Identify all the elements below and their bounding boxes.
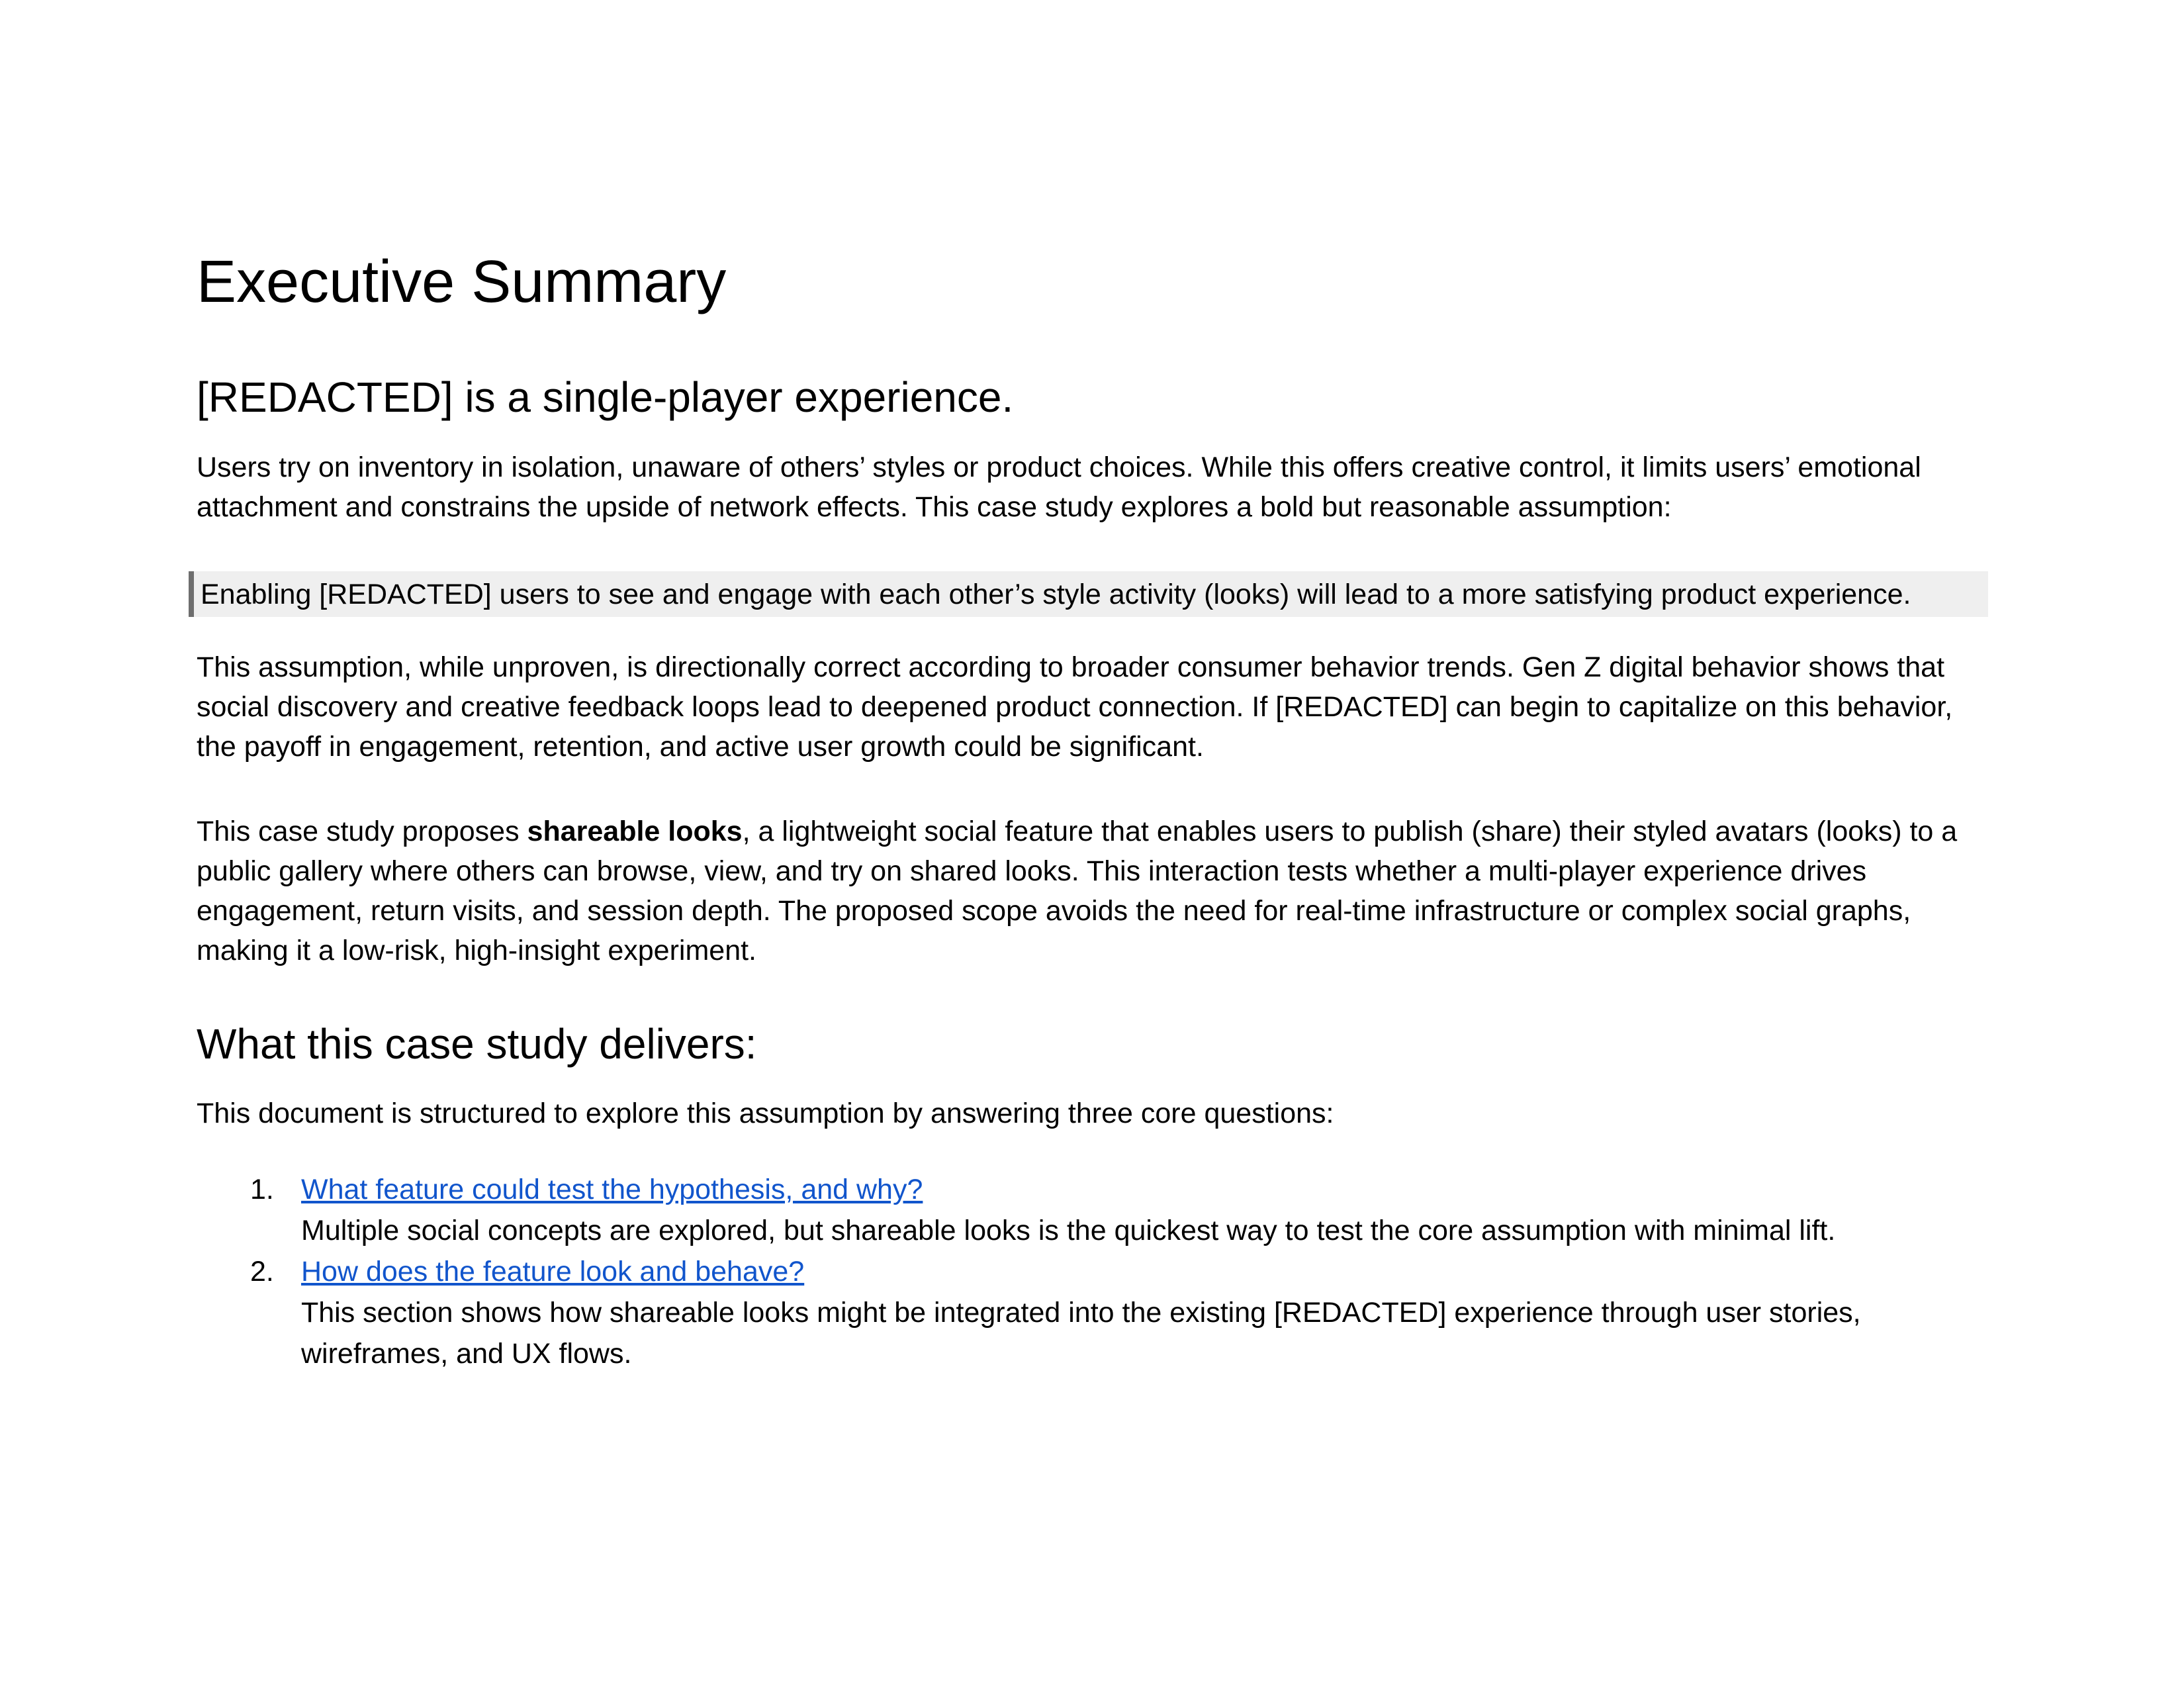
structure-paragraph: This document is structured to explore this assumption by answering three core questions: <box>197 1098 1334 1129</box>
list-item-1-number: 1. <box>250 1174 274 1205</box>
assumption-callout <box>189 571 1988 617</box>
heading-deliverables: What this case study delivers: <box>197 1020 757 1068</box>
intro-paragraph: Users try on inventory in isolation, unaware of others’ styles or product choices. While this offers creative control, it limits users’ emotional attachment and constrains the upside of network effects. This case study explores a bold but reasonable assumption: <box>197 451 1921 523</box>
question-2-link[interactable]: How does the feature look and behave? <box>301 1256 805 1288</box>
list-item-2-number: 2. <box>250 1256 274 1288</box>
proposal-bold-term: shareable looks <box>527 816 743 847</box>
list-item-question-2 <box>250 1251 1988 1374</box>
proposal-text-before: This case study proposes <box>197 816 527 847</box>
proposal-text-after: , a lightweight social feature that enables users to publish (share) their styled avatars (looks) to a public gallery where others can browse, view, and try on shared looks. This interaction tests whether a multi-player experience drives engagement, return visits, and session depth. The proposed scope avoids the need for real-time infrastructure or complex social graphs, making it a low-risk, high-insight experiment. <box>197 816 1958 966</box>
core-questions-list <box>197 1169 1988 1374</box>
question-1-link[interactable]: What feature could test the hypothesis, and why? <box>301 1174 923 1205</box>
assumption-analysis-paragraph: This assumption, while unproven, is directionally correct according to broader consumer behavior trends. Gen Z digital behavior shows that social discovery and creative feedback loops lead to deepened product connection. If [REDACTED] can begin to capitalize on this behavior, the payoff in engagement, retention, and active user growth could be significant. <box>197 651 1953 763</box>
heading-single-player: [REDACTED] is a single-player experience. <box>197 373 1014 421</box>
question-2-description: This section shows how shareable looks might be integrated into the existing [REDACTED] experience through user stories, wireframes, and UX flows. <box>301 1297 1861 1370</box>
assumption-callout-text: Enabling [REDACTED] users to see and engage with each other’s style activity (looks) will lead to a more satisfying product experience. <box>201 579 1911 610</box>
proposal-paragraph <box>197 812 1988 970</box>
document-title: Executive Summary <box>197 249 727 315</box>
list-item-question-1 <box>250 1169 1988 1251</box>
question-1-description: Multiple social concepts are explored, but shareable looks is the quickest way to test the core assumption with minimal lift. <box>301 1215 1836 1246</box>
